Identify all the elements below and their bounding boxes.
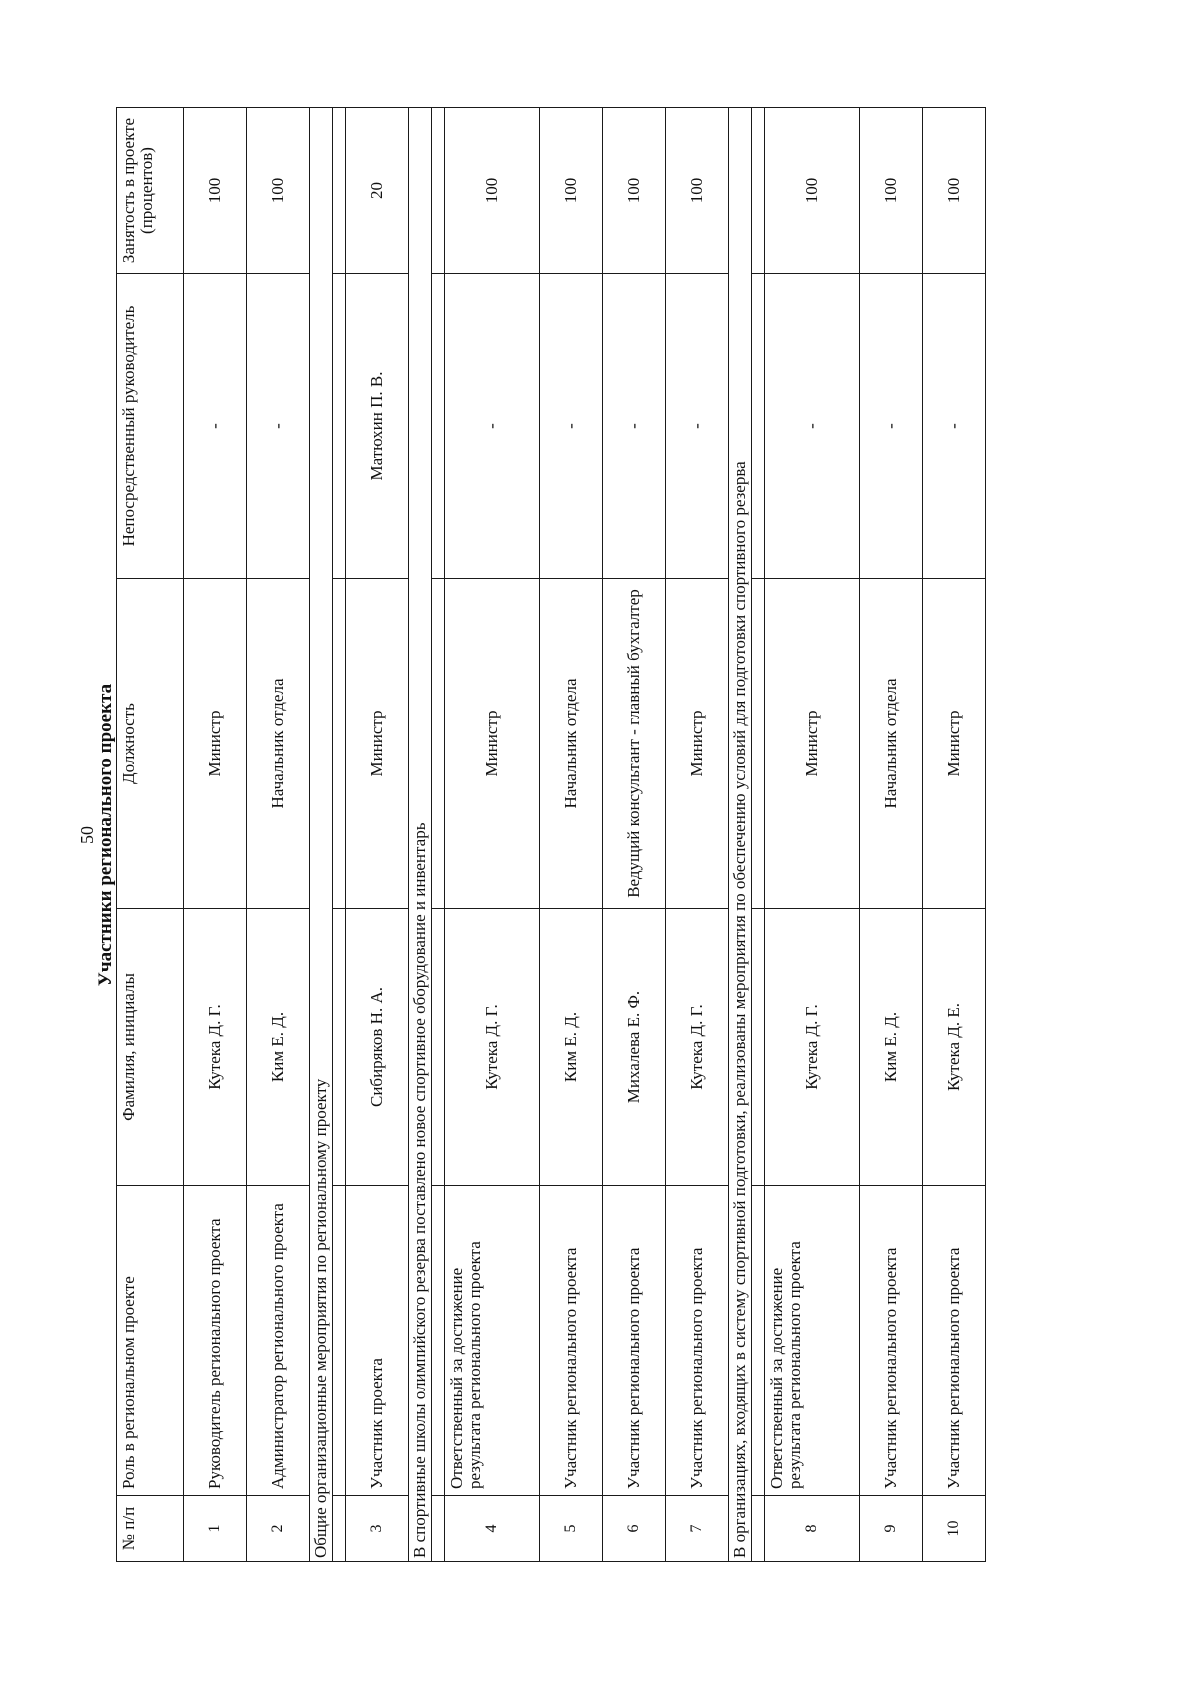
manager-cell: - (247, 274, 310, 579)
section-heading: Общие организационные мероприятия по региональному проекту (310, 108, 333, 1562)
spacer-cell (432, 579, 445, 909)
position-cell: Начальник отдела (247, 579, 310, 909)
manager-cell: Матюхин П. В. (346, 274, 409, 579)
table-row (923, 108, 986, 1562)
row-number-cell: 5 (540, 1496, 603, 1562)
name-cell: Сибиряков Н. А. (346, 909, 409, 1186)
name-cell: Кутека Д. Г. (765, 909, 860, 1186)
employment-cell: 20 (346, 108, 409, 274)
row-number-cell: 3 (346, 1496, 409, 1562)
employment-cell: 100 (540, 108, 603, 274)
row-number-cell: 6 (603, 1496, 666, 1562)
table-row (346, 108, 409, 1562)
name-cell: Кутека Д. Е. (923, 909, 986, 1186)
name-cell: Ким Е. Д. (860, 909, 923, 1186)
spacer-cell (432, 1186, 445, 1496)
spacer-row (752, 108, 765, 1562)
manager-cell: - (923, 274, 986, 579)
row-number-cell: 7 (666, 1496, 729, 1562)
spacer-cell (432, 909, 445, 1186)
column-header-name: Фамилия, инициалы (117, 909, 184, 1186)
spacer-cell (333, 909, 346, 1186)
position-cell: Начальник отдела (860, 579, 923, 909)
spacer-row (432, 108, 445, 1562)
column-header-number: № п/п (117, 1496, 184, 1562)
rotated-page (77, 108, 1152, 1562)
row-number-cell: 2 (247, 1496, 310, 1562)
spacer-cell (752, 1496, 765, 1562)
position-cell: Начальник отдела (540, 579, 603, 909)
table-row (765, 108, 860, 1562)
spacer-cell (432, 274, 445, 579)
manager-cell: - (184, 274, 247, 579)
spacer-cell (752, 274, 765, 579)
section-heading-row (310, 108, 333, 1562)
role-cell: Ответственный за достижение результата регионального проекта (765, 1186, 860, 1496)
role-cell: Руководитель регионального проекта (184, 1186, 247, 1496)
spacer-cell (752, 1186, 765, 1496)
name-cell: Кутека Д. Г. (445, 909, 540, 1186)
position-cell: Министр (666, 579, 729, 909)
section-heading: В организациях, входящих в систему спортивной подготовки, реализованы мероприятия по обеспечению условий для подготовки спортивного резерва (729, 108, 752, 1562)
employment-cell: 100 (603, 108, 666, 274)
employment-cell: 100 (765, 108, 860, 274)
row-number-cell: 4 (445, 1496, 540, 1562)
table-row (540, 108, 603, 1562)
spacer-cell (333, 1496, 346, 1562)
table-row (184, 108, 247, 1562)
section-heading-row (409, 108, 432, 1562)
manager-cell: - (445, 274, 540, 579)
column-header-employment: Занятость в проекте (процентов) (117, 108, 184, 274)
spacer-cell (333, 579, 346, 909)
manager-cell: - (603, 274, 666, 579)
table-body (184, 108, 986, 1562)
position-cell: Министр (923, 579, 986, 909)
role-cell: Ответственный за достижение результата регионального проекта (445, 1186, 540, 1496)
employment-cell: 100 (666, 108, 729, 274)
spacer-row (333, 108, 346, 1562)
employment-cell: 100 (923, 108, 986, 274)
position-cell: Министр (765, 579, 860, 909)
role-cell: Участник регионального проекта (860, 1186, 923, 1496)
role-cell: Администратор регионального проекта (247, 1186, 310, 1496)
column-header-position: Должность (117, 579, 184, 909)
name-cell: Ким Е. Д. (540, 909, 603, 1186)
manager-cell: - (860, 274, 923, 579)
page-number: 50 (77, 826, 97, 844)
spacer-cell (752, 579, 765, 909)
row-number-cell: 8 (765, 1496, 860, 1562)
spacer-cell (333, 1186, 346, 1496)
row-number-cell: 10 (923, 1496, 986, 1562)
row-number-cell: 9 (860, 1496, 923, 1562)
spacer-cell (752, 909, 765, 1186)
position-cell: Ведущий консультант - главный бухгалтер (603, 579, 666, 909)
role-cell: Участник регионального проекта (603, 1186, 666, 1496)
table-row (666, 108, 729, 1562)
manager-cell: - (540, 274, 603, 579)
employment-cell: 100 (860, 108, 923, 274)
manager-cell: - (765, 274, 860, 579)
spacer-cell (333, 274, 346, 579)
table-row (247, 108, 310, 1562)
name-cell: Ким Е. Д. (247, 909, 310, 1186)
table-header-row (117, 108, 184, 1562)
role-cell: Участник регионального проекта (923, 1186, 986, 1496)
name-cell: Кутека Д. Г. (666, 909, 729, 1186)
table-row (860, 108, 923, 1562)
position-cell: Министр (445, 579, 540, 909)
role-cell: Участник проекта (346, 1186, 409, 1496)
column-header-manager: Непосредственный руководитель (117, 274, 184, 579)
spacer-cell (752, 108, 765, 274)
manager-cell: - (666, 274, 729, 579)
table-row (445, 108, 540, 1562)
document-title: Участники регионального проекта (95, 683, 116, 987)
participants-table (116, 107, 986, 1562)
name-cell: Михалева Е. Ф. (603, 909, 666, 1186)
spacer-cell (432, 1496, 445, 1562)
role-cell: Участник регионального проекта (666, 1186, 729, 1496)
section-heading: В спортивные школы олимпийского резерва поставлено новое спортивное оборудование и инвентарь (409, 108, 432, 1562)
position-cell: Министр (346, 579, 409, 909)
employment-cell: 100 (184, 108, 247, 274)
row-number-cell: 1 (184, 1496, 247, 1562)
spacer-cell (432, 108, 445, 274)
name-cell: Кутека Д. Г. (184, 909, 247, 1186)
employment-cell: 100 (445, 108, 540, 274)
table-row (603, 108, 666, 1562)
role-cell: Участник регионального проекта (540, 1186, 603, 1496)
position-cell: Министр (184, 579, 247, 909)
employment-cell: 100 (247, 108, 310, 274)
column-header-role: Роль в региональном проекте (117, 1186, 184, 1496)
spacer-cell (333, 108, 346, 274)
section-heading-row (729, 108, 752, 1562)
